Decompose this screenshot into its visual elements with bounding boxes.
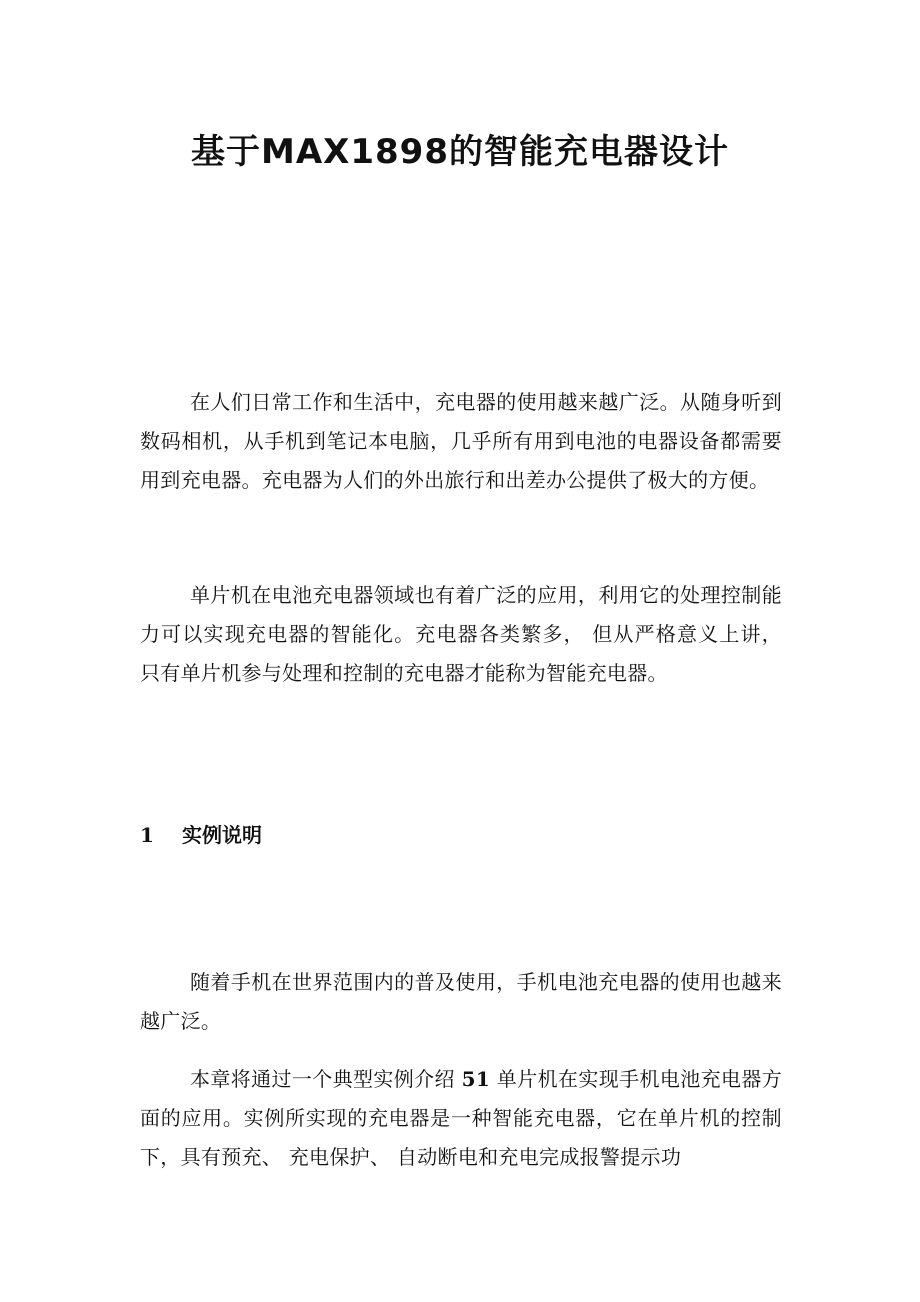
section-paragraph-2 — [140, 1060, 782, 1177]
intro-paragraph-1: 在人们日常工作和生活中，充电器的使用越来越广泛。从随身听到数码相机，从手机到笔记本电脑，几乎所有用到电池的电器设备都需要用到充电器。充电器为人们的外出旅行和出差办公提供了极大的方便。 — [140, 390, 782, 492]
section-paragraph-2-text-end: 单片机在实现手机电池充电器方面的应用。实例所实现的充电器是一种智能充电器，它在单片机的控制下，具有预充、 充电保护、 自动断电和充电完成报警提示功 — [140, 1067, 783, 1169]
section-paragraph-1: 随着手机在世界范围内的普及使用，手机电池充电器的使用也越来越广泛。 — [140, 970, 782, 1033]
section-number: 1 — [140, 823, 154, 847]
section-heading — [140, 817, 262, 853]
intro-paragraph-2: 单片机在电池充电器领域也有着广泛的应用，利用它的处理控制能力可以实现充电器的智能化。充电器各类繁多， 但从严格意义上讲， 只有单片机参与处理和控制的充电器才能称为智能充电器。 — [140, 583, 782, 685]
section-title: 实例说明 — [182, 823, 262, 847]
section-paragraph-2-text-start: 本章将通过一个典型实例介绍 — [190, 1067, 462, 1091]
section-paragraph-2-number: 51 — [461, 1067, 491, 1091]
document-title: 基于MAX1898的智能充电器设计 — [191, 132, 729, 172]
